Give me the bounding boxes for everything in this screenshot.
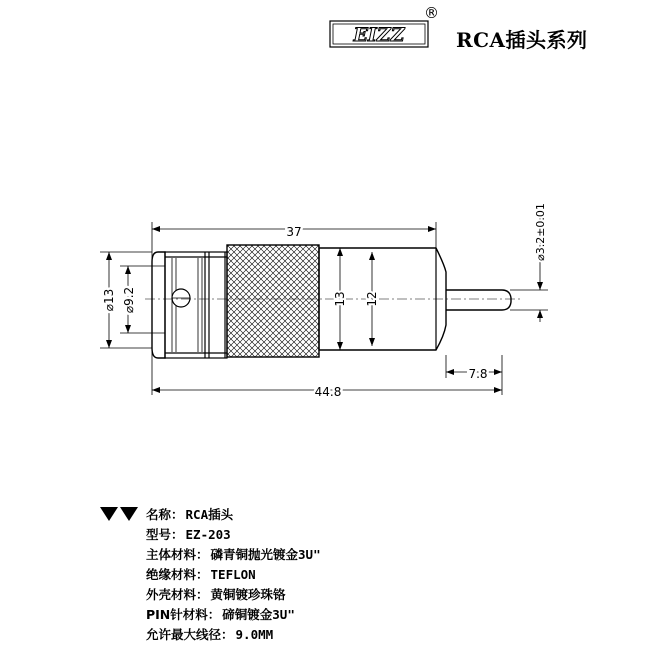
spec-value: 磷青铜抛光镀金3U" [210, 547, 321, 562]
spec-key: 名称： [146, 507, 184, 522]
spec-row-name [146, 505, 233, 523]
knurled-grip [227, 245, 319, 357]
dim-37: 37 [286, 225, 302, 239]
registered-mark: ® [424, 4, 439, 22]
dim-7-8: 7.8 [468, 367, 488, 381]
dim-diameter-9-2: ⌀9.2 [122, 286, 136, 314]
spec-key: 绝缘材料： [146, 567, 209, 582]
spec-key: 外壳材料： [146, 587, 209, 602]
dim-body-13: 13 [333, 291, 347, 307]
spec-row-max-cable [146, 625, 273, 643]
dim-diameter-13: ⌀13 [102, 288, 116, 312]
spec-value: 9.0MM [235, 627, 274, 642]
spec-row-model [146, 525, 231, 543]
front-body [165, 252, 227, 358]
end-cap [152, 252, 165, 358]
spec-value: RCA插头 [185, 507, 234, 522]
dim-pin-diameter: ⌀3.2±0.01 [534, 203, 547, 261]
dim-44-8: 44.8 [314, 385, 342, 399]
spec-row-pin-material [146, 605, 295, 623]
spec-key: 允许最大线径： [146, 627, 234, 642]
page-title: RCA插头系列 [456, 28, 588, 52]
spec-value: TEFLON [210, 567, 256, 582]
spec-key: 型号： [146, 527, 184, 542]
spec-value: 黄铜镀珍珠铬 [210, 587, 286, 602]
spec-row-shell [146, 585, 286, 603]
spec-key: PIN针材料： [146, 607, 221, 622]
dim-body-12: 12 [365, 291, 379, 307]
logo-text: EIZZ [353, 24, 405, 46]
spec-value: 碲铜镀金3U" [222, 607, 295, 622]
double-triangle-bullet-icon [100, 507, 142, 521]
spec-key: 主体材料： [146, 547, 209, 562]
spec-row-insulation [146, 565, 256, 583]
pin [446, 290, 511, 310]
spec-value: EZ-203 [185, 527, 231, 542]
spec-row-body-material [146, 545, 321, 563]
